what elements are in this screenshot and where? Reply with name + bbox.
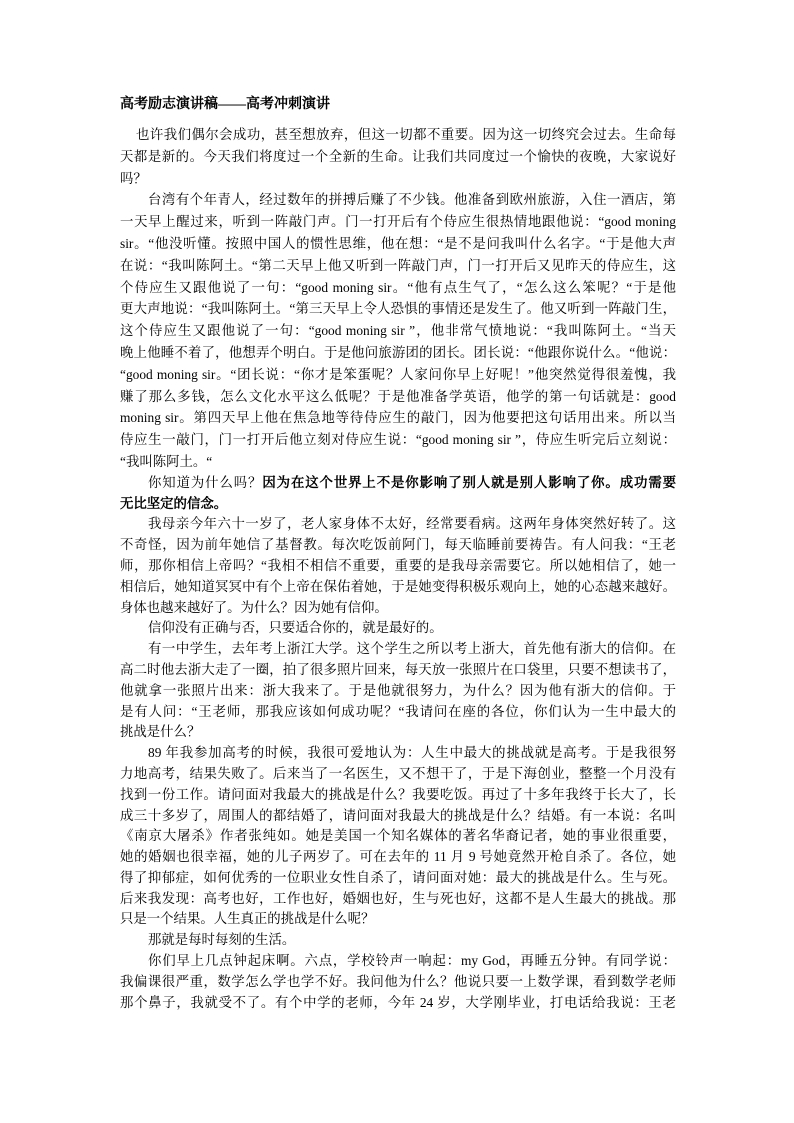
text-line: 你们早上几点钟起床啊。六点，学校铃声一响起：my God，再睡五分钟。有同学说：	[148, 953, 676, 969]
text-line: 也许我们偶尔会成功，甚至想放弃，但这一切都不重要。因为这一切终究会过去。生命每	[136, 127, 676, 142]
paragraph-mother	[120, 514, 676, 618]
paragraph-intro	[120, 124, 676, 189]
paragraph-faith	[120, 618, 676, 639]
paragraph-challenge	[120, 743, 676, 930]
text-line: 侍应生一敲门，门一打开后他立刻对侍应生说：“good moning sir ”，侍应生听完后立刻说：	[120, 432, 676, 448]
text-line: 身体也越来越好了。为什么？因为她有信仰。	[120, 599, 388, 615]
text-line: 只是一个结果。人生真正的挑战是什么呢？	[120, 911, 375, 927]
paragraph-life	[120, 930, 676, 951]
text-line: 得了抑郁症，如何优秀的一位职业女性自杀了，请问面对她：最大的挑战是什么。生与死。	[120, 869, 676, 885]
paragraph-belief	[120, 473, 676, 515]
bold-text-segment: 无比坚定的信念。	[120, 495, 228, 511]
text-line: 那个鼻子，我就受不了。有个中学的老师，今年 24 岁，大学刚毕业，打电话给我说：王老	[120, 994, 676, 1010]
text-line: 在说：“我叫陈阿土。“第二天早上他又听到一阵敲门声，门一打开后又见昨天的侍应生，这	[120, 257, 676, 273]
text-line: “我叫陈阿土。“	[120, 453, 213, 469]
text-line: 我母亲今年六十一岁了，老人家身体不太好，经常要看病。这两年身体突然好转了。这	[148, 516, 676, 532]
text-line: 这个侍应生又跟他说了一句：“good moning sir ”，他非常气愤地说：“我叫陈阿土。“当天	[120, 323, 676, 339]
text-line: 是有人问：“王老师，那我应该如何成功呢？“我请问在座的各位，你们认为一生中最大的	[120, 703, 676, 719]
text-segment: 你知道为什么吗？	[148, 474, 263, 490]
body-section-bottom	[120, 473, 676, 1014]
text-line: 那就是每时每刻的生活。	[148, 932, 296, 948]
text-line: 赚了那么多钱，怎么文化水平这么低呢？于是他准备学英语，他学的第一句话就是：good	[120, 388, 676, 404]
text-line: 89 年我参加高考的时候，我很可爱地认为：人生中最大的挑战就是高考。于是我很努	[148, 745, 676, 761]
paragraph-morning	[120, 951, 676, 1013]
text-line	[120, 473, 676, 494]
text-line: moning sir。第四天早上他在焦急地等待侍应生的敲门，因为他要把这句话用出来。所以当	[120, 410, 676, 426]
text-line: 吗？	[120, 170, 147, 186]
text-line: 个侍应生又跟他说了一句：“good moning sir。“他有点生气了，“怎么这么笨呢？“于是他	[120, 279, 676, 295]
text-line: 不奇怪，因为前年她信了基督教。每次吃饭前阿门，每天临睡前要祷告。有人问我：“王老	[120, 537, 676, 553]
text-line: 找到一份工作。请问面对我最大的挑战是什么？我要吃饭。再过了十多年我终于长大了，长	[120, 786, 676, 802]
text-line: 我偏课很严重，数学怎么学也学不好。我问他为什么？他说只要一上数学课，看到数学老师	[120, 973, 676, 989]
text-line: 天都是新的。今天我们将度过一个全新的生命。让我们共同度过一个愉快的夜晚，大家说好	[120, 148, 676, 164]
text-line: 一天早上醒过来，听到一阵敲门声。门一打开后有个侍应生很热情地跟他说：“good moning	[120, 214, 676, 230]
text-line: 他就拿一张照片出来：浙大我来了。于是他就很努力，为什么？因为他有浙大的信仰。于	[120, 682, 676, 698]
text-line: 《南京大屠杀》作者张纯如。她是美国一个知名媒体的著名华裔记者，她的事业很重要，	[120, 828, 676, 844]
document-body	[120, 124, 676, 1013]
text-line: 信仰没有正确与否，只要适合你的，就是最好的。	[148, 620, 443, 636]
text-line: “good moning sir。“团长说：“你才是笨蛋呢？人家问你早上好呢！”他突然觉得很羞愧，我	[120, 366, 676, 382]
paragraph-story	[120, 189, 676, 472]
text-line	[120, 494, 676, 515]
text-line: 有一中学生，去年考上浙江大学。这个学生之所以考上浙大，首先他有浙大的信仰。在	[148, 641, 676, 657]
text-line: 台湾有个年青人，经过数年的拼搏后赚了不少钱。他准备到欧州旅游，入住一酒店，第	[148, 192, 676, 208]
document-title: 高考励志演讲稿——高考冲刺演讲	[120, 97, 330, 112]
body-section-top	[120, 124, 676, 473]
text-line: sir。“他没听懂。按照中国人的惯性思维，他在想：“是不是问我叫什么名字。“于是他大声	[120, 235, 676, 251]
text-line: 师，那你相信上帝吗？“我相不相信不重要，重要的是我母亲需要它。所以她相信了，她一	[120, 557, 676, 573]
text-line: 成三十多岁了，周围人的都结婚了，请问面对我最大的挑战是什么？结婚。有一本说：名叫	[120, 807, 676, 823]
text-line: 高二时他去浙大走了一圈，拍了很多照片回来，每天放一张照片在口袋里，只要不想读书了，	[120, 661, 676, 677]
text-line: 力地高考，结果失败了。后来当了一名医生，又不想干了，于是下海创业，整整一个月没有	[120, 765, 676, 781]
text-line: 后来我发现：高考也好，工作也好，婚姻也好，生与死也好，这都不是人生最大的挑战。那	[120, 890, 676, 906]
text-line: 晚上他睡不着了，他想弄个明白。于是他问旅游团的团长。团长说：“他跟你说什么。“他说：	[120, 344, 676, 360]
text-line: 挑战是什么？	[120, 724, 201, 740]
text-line: 更大声地说：“我叫陈阿土。“第三天早上令人恐惧的事情还是发生了。他又听到一阵敲门生，	[120, 301, 676, 317]
bold-text-segment: 因为在这个世界上不是你影响了别人就是别人影响了你。成功需要	[262, 474, 676, 490]
paragraph-student	[120, 639, 676, 743]
text-line: 相信后，她知道冥冥中有个上帝在保佑着她，于是她变得积极乐观向上，她的心态越来越好。	[120, 578, 676, 594]
text-line: 她的婚姻也很幸福，她的儿子两岁了。可在去年的 11 月 9 号她竟然开枪自杀了。各位，她	[120, 849, 676, 865]
